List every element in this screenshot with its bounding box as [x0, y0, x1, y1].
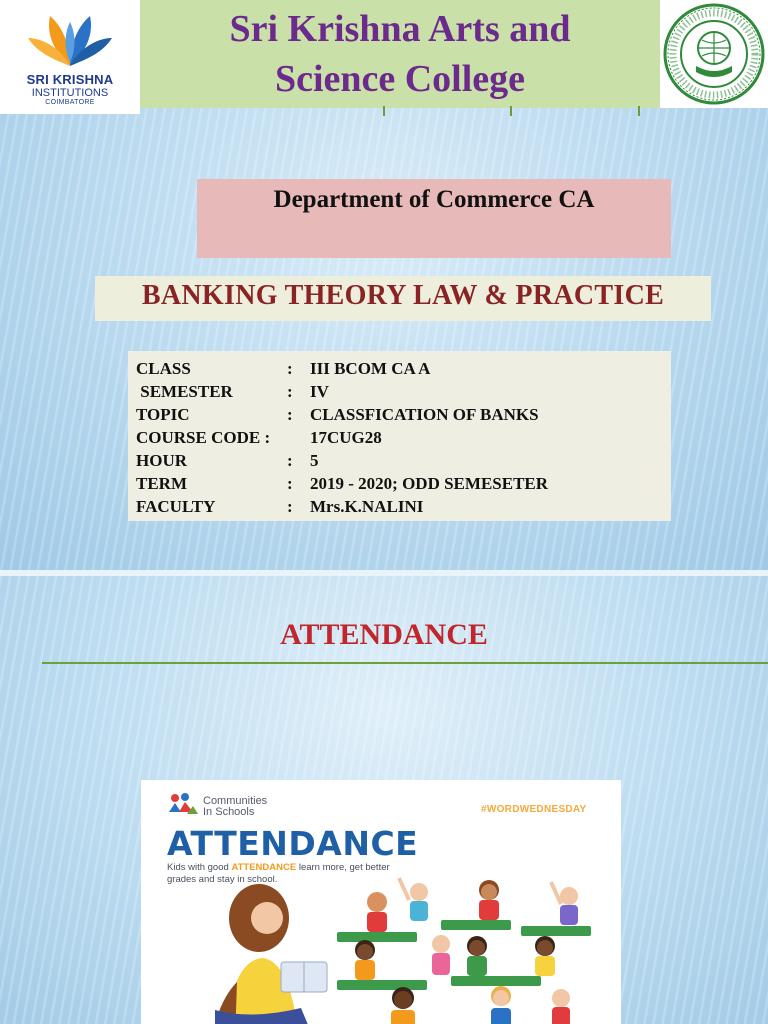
info-value: Mrs.K.NALINI — [310, 497, 424, 516]
info-key: HOUR — [136, 451, 187, 470]
college-title-line2: Science College — [274, 58, 526, 100]
tick-mark — [383, 106, 385, 116]
poster-subtitle-part2: learn more, get better grades and stay in school. — [167, 862, 390, 885]
info-separator — [287, 426, 310, 449]
attendance-poster — [141, 780, 621, 1024]
info-value: IV — [310, 382, 329, 401]
logo-brand-city: COIMBATORE — [45, 99, 95, 106]
info-row-class — [136, 357, 548, 380]
logo-brand-name: SRI KRISHNA — [26, 72, 114, 87]
info-separator: : — [287, 474, 293, 493]
poster-title: ATTENDANCE — [167, 824, 419, 863]
info-row-term — [136, 472, 548, 495]
attendance-heading: ATTENDANCE — [280, 618, 488, 651]
course-title: BANKING THEORY LAW & PRACTICE — [141, 280, 665, 311]
poster-hashtag: #WORDWEDNESDAY — [481, 804, 587, 815]
info-separator: : — [287, 359, 293, 378]
institution-logo — [0, 0, 140, 114]
heading-underline — [42, 662, 768, 664]
info-key: FACULTY — [136, 497, 216, 516]
department-name: Department of Commerce CA — [273, 186, 595, 213]
course-info-table — [136, 357, 548, 518]
poster-subtitle-highlight: ATTENDANCE — [231, 862, 297, 873]
info-key: TOPIC — [136, 405, 190, 424]
org-name-line1: Communities — [203, 795, 268, 807]
info-separator: : — [287, 451, 293, 470]
poster-subtitle-part1: Kids with good — [167, 862, 232, 873]
info-separator: : — [287, 382, 293, 401]
attendance-slide — [0, 576, 768, 1024]
communities-in-schools-logo-icon — [167, 792, 199, 816]
tick-mark — [638, 106, 640, 116]
info-key: TERM — [136, 474, 187, 493]
classroom-illustration — [141, 870, 621, 1024]
info-row-semester — [136, 380, 548, 403]
info-key: CLASS — [136, 359, 191, 378]
info-value: CLASSFICATION OF BANKS — [310, 405, 539, 424]
info-value: III BCOM CA A — [310, 359, 431, 378]
college-seal — [660, 0, 768, 108]
info-row-course-code — [136, 426, 548, 449]
info-key: COURSE CODE : — [136, 428, 271, 447]
info-separator: : — [287, 405, 293, 424]
tick-mark — [510, 106, 512, 116]
lotus-icon — [24, 12, 116, 68]
org-name — [203, 796, 267, 818]
logo-brand-subtitle: INSTITUTIONS — [31, 87, 109, 99]
org-name-line2: In Schools — [203, 806, 255, 818]
info-row-hour — [136, 449, 548, 472]
info-value: 17CUG28 — [310, 428, 382, 447]
info-key: SEMESTER — [136, 382, 233, 401]
info-row-faculty — [136, 495, 548, 518]
info-row-topic — [136, 403, 548, 426]
college-seal-icon — [662, 2, 766, 106]
info-value: 2019 - 2020; ODD SEMESETER — [310, 474, 549, 493]
teacher-figure — [211, 884, 327, 1024]
info-value: 5 — [310, 451, 319, 470]
info-separator: : — [287, 497, 293, 516]
college-title-line1: Sri Krishna Arts and — [229, 8, 571, 50]
college-title — [140, 4, 660, 104]
